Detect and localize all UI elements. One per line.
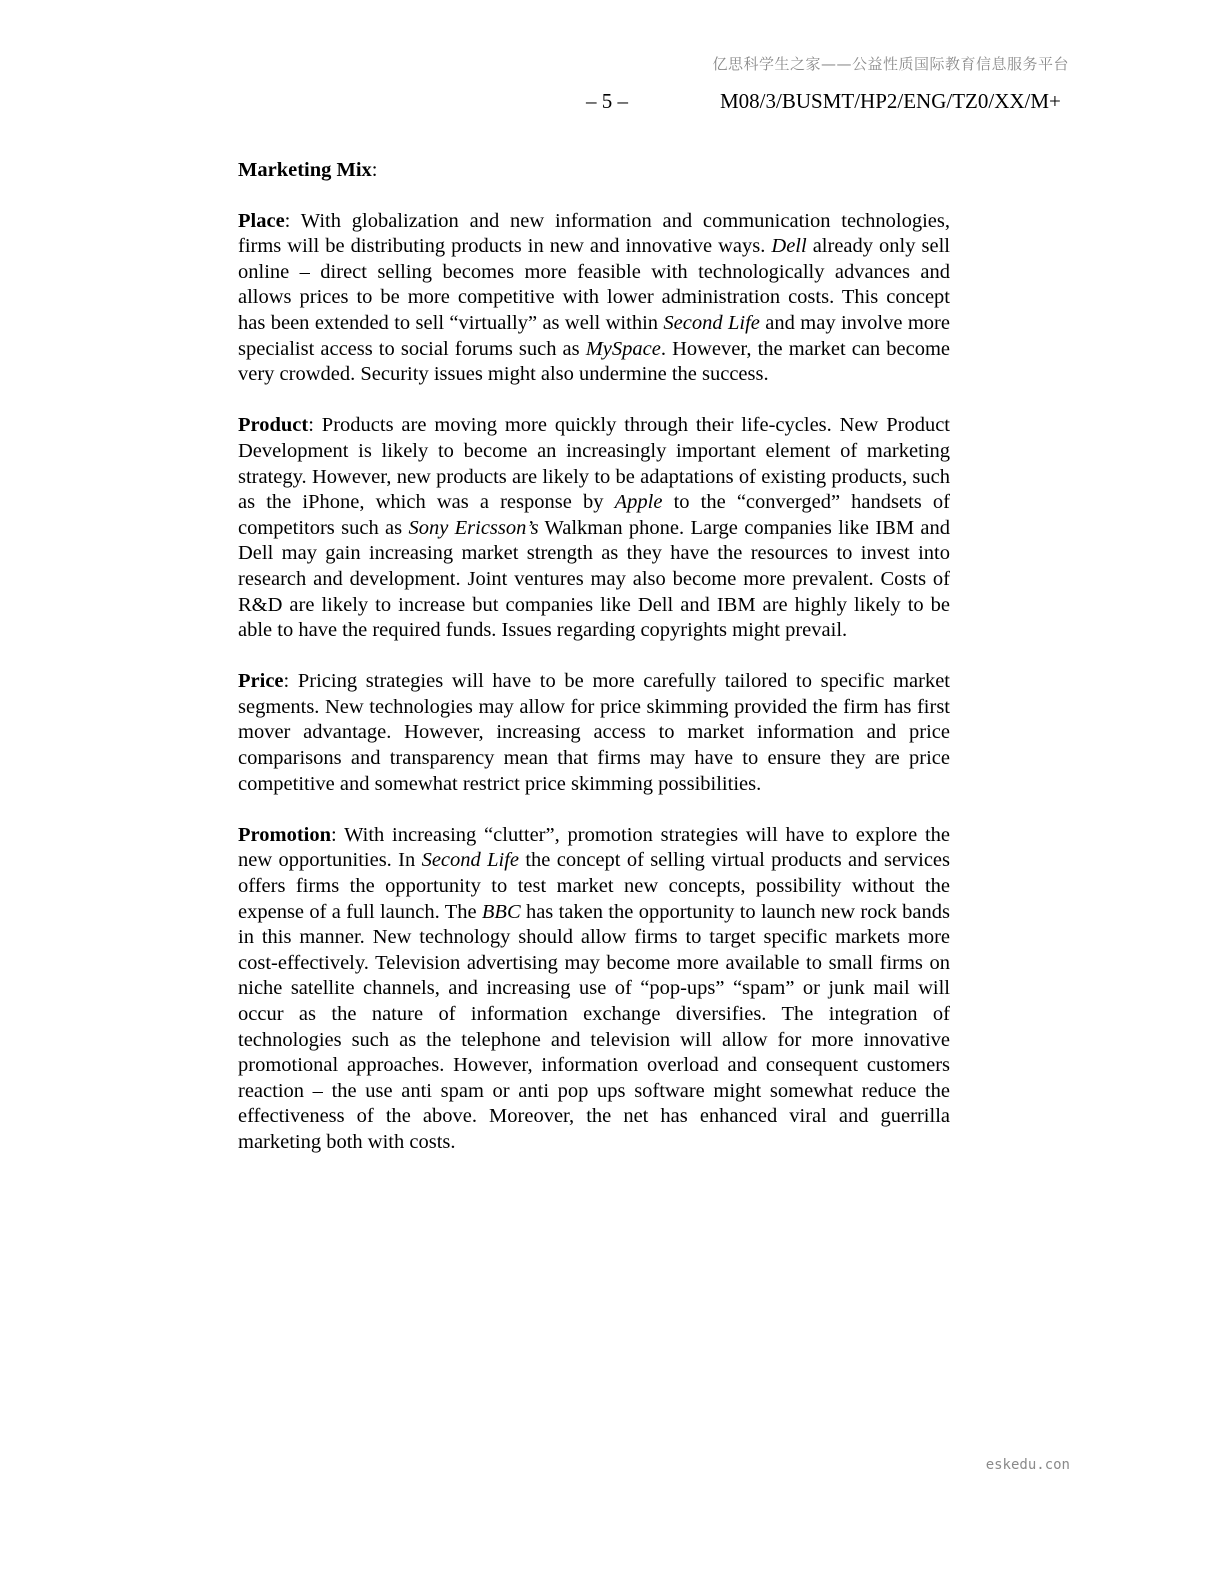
paragraph-label: Price — [238, 670, 284, 693]
paragraph-label: Product — [238, 414, 309, 437]
italic-term: Apple — [614, 491, 663, 514]
paragraph-label: Place — [238, 209, 285, 232]
italic-term: Second Life — [421, 849, 520, 872]
italic-term: Dell — [771, 235, 807, 258]
paragraph-text: has taken the opportunity to launch new rock bands in this manner. New technology should allow firms to target specific markets more cost-effectively. Television advertising may become more available to small firms on niche satellite channels, and increasing use of “pop-ups” “spam” or junk mail will occur as the nature of information exchange diversifies. The integration of technologies such as the telephone and television will allow for more innovative promotional approaches. However, information overload and consequent customers reaction – the use anti spam or anti pop ups software might somewhat reduce the effectiveness of the above. Moreover, the net has enhanced viral and guerrilla marketing both with costs. — [238, 900, 950, 1153]
paragraph-label: Promotion — [238, 823, 332, 846]
section-heading-colon: : — [371, 159, 378, 181]
italic-term: Second Life — [663, 311, 760, 334]
paragraph-text: : With increasing “clutter”, promotion strategies will have to explore the new opportunities. In — [238, 823, 950, 872]
paragraph-text: and may involve more specialist access to social forums such as — [238, 311, 950, 360]
document-code: M08/3/BUSMT/HP2/ENG/TZ0/XX/M+ — [720, 89, 1061, 113]
italic-term: BBC — [481, 900, 521, 923]
paragraph-place — [238, 209, 950, 388]
paragraph-text: the concept of selling virtual products and services offers firms the opportunity to test market new concepts, possibility without the expense of a full launch. The — [238, 849, 951, 923]
paragraph-text: . However, the market can become very crowded. Security issues might also undermine the success. — [238, 337, 950, 386]
paragraph-product — [238, 413, 950, 643]
page-number: – 5 – — [586, 89, 628, 113]
paragraph-text: : Pricing strategies will have to be more carefully tailored to specific market segments. New technologies may allow for price skimming provided the firm has first mover advantage. However, increasing access to market information and price comparisons and transparency mean that firms may have to ensure they are price competitive and somewhat restrict price skimming possibilities. — [238, 670, 950, 795]
header-watermark: 亿思科学生之家——公益性质国际教育信息服务平台 — [712, 55, 1069, 73]
paragraph-text: Walkman phone. Large companies like IBM and Dell may gain increasing market strength as they have the resources to invest into research and development. Joint ventures may also become more prevalent. Costs of R&D are likely to increase but companies like Dell and IBM are highly likely to be able to have the required funds. Issues regarding copyrights might prevail. — [238, 516, 950, 642]
paragraph-text: already only sell online – direct selling becomes more feasible with technologically advances and allows prices to be more competitive with lower administration costs. This concept has been extended to sell “virtually” as well within — [238, 235, 950, 334]
document-body — [238, 158, 950, 1181]
section-heading — [238, 158, 950, 184]
paragraph-promotion — [238, 823, 950, 1156]
paragraph-text: to the “converged” handsets of competitors such as — [238, 491, 950, 539]
paragraph-text: : Products are moving more quickly through their life-cycles. New Product Development is likely to become an increasingly important element of marketing strategy. However, new products are likely to be adaptations of existing products, such as the iPhone, which was a response by — [238, 414, 950, 514]
italic-term: Sony Ericsson’s — [408, 516, 539, 539]
section-heading-title: Marketing Mix — [238, 159, 372, 181]
paragraph-text: : With globalization and new information and communication technologies, firms will be distributing products in new and innovative ways. — [238, 209, 950, 258]
footer-watermark: eskedu.con — [985, 1457, 1070, 1473]
paragraph-price — [238, 669, 950, 797]
italic-term: MySpace — [585, 337, 661, 360]
